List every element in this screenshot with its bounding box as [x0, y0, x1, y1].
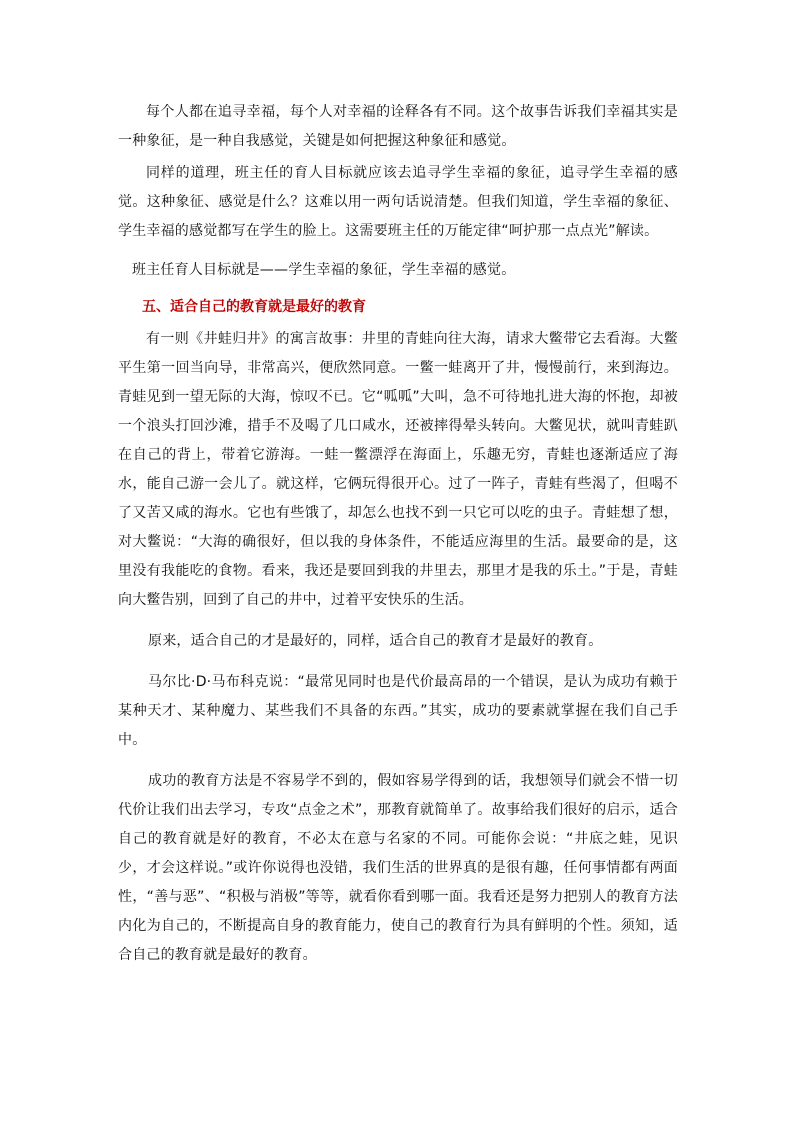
document-body — [118, 98, 678, 970]
paragraph-quote: 马尔比·D·马布科克说：“最常见同时也是代价最高昂的一个错误，是认为成功有赖于某种天才、某种魔力、某些我们不具备的东西。”其实，成功的要素就掌握在我们自己手中。 — [118, 674, 678, 748]
paragraph-final: 成功的教育方法是不容易学不到的，假如容易学得到的话，我想领导们就会不惜一切代价让我们出去学习，专攻“点金之术”，那教育就简单了。故事给我们很好的启示，适合自己的教育就是好的教育，不必太在意与名家的不同。可能你会说：“井底之蛙，见识少，才会这样说。”或许你说得也没错，我们生活的世界真的是很有趣，任何事情都有两面性，“善与恶”、“积极与消极”等等，就看你看到哪一面。我看还是努力把别人的教育方法内化为自己的，不断提高自身的教育能力，使自己的教育行为具有鲜明的个性。须知，适合自己的教育就是最好的教育。 — [118, 773, 678, 963]
paragraph-conclusion: 原来，适合自己的才是最好的，同样，适合自己的教育才是最好的教育。 — [148, 633, 603, 649]
paragraph-happiness-symbol: 每个人都在追寻幸福，每个人对幸福的诠释各有不同。这个故事告诉我们幸福其实是一种象征，是一种自我感觉，关键是如何把握这种象征和感觉。 — [118, 104, 678, 149]
paragraph-teacher-goal: 同样的道理，班主任的育人目标就应该去追寻学生幸福的象征，追寻学生幸福的感觉。这种象征、感觉是什么？这难以用一两句话说清楚。但我们知道，学生幸福的象征、学生幸福的感觉都写在学生的脸上。这需要班主任的万能定律“呵护那一点点光”解读。 — [118, 165, 678, 239]
section-heading: 五、适合自己的教育就是最好的教育 — [142, 299, 366, 315]
paragraph-frog-story: 有一则《井蛙归井》的寓言故事：井里的青蛙向往大海，请求大鳖带它去看海。大鳖平生第一回当向导，非常高兴，便欣然同意。一鳖一蛙离开了井，慢慢前行，来到海边。青蛙见到一望无际的大海，惊叹不已。它“呱呱”大叫，急不可待地扎进大海的怀抱，却被一个浪头打回沙滩，措手不及喝了几口咸水，还被摔得晕头转向。大鳖见状，就叫青蛙趴在自己的背上，带着它游海。一蛙一鳖漂浮在海面上，乐趣无穷，青蛙也逐渐适应了海水，能自己游一会儿了。就这样，它俩玩得很开心。过了一阵子，青蛙有些渴了，但喝不了又苦又咸的海水。它也有些饿了，却怎么也找不到一只它可以吃的虫子。青蛙想了想，对大鳖说：“大海的确很好，但以我的身体条件，不能适应海里的生活。最要命的是，这里没有我能吃的食物。看来，我还是要回到我的井里去，那里才是我的乐土。”于是，青蛙向大鳖告别，回到了自己的井中，过着平安快乐的生活。 — [118, 331, 678, 608]
paragraph-goal-summary: 班主任育人目标就是——学生幸福的象征，学生幸福的感觉。 — [132, 262, 516, 278]
